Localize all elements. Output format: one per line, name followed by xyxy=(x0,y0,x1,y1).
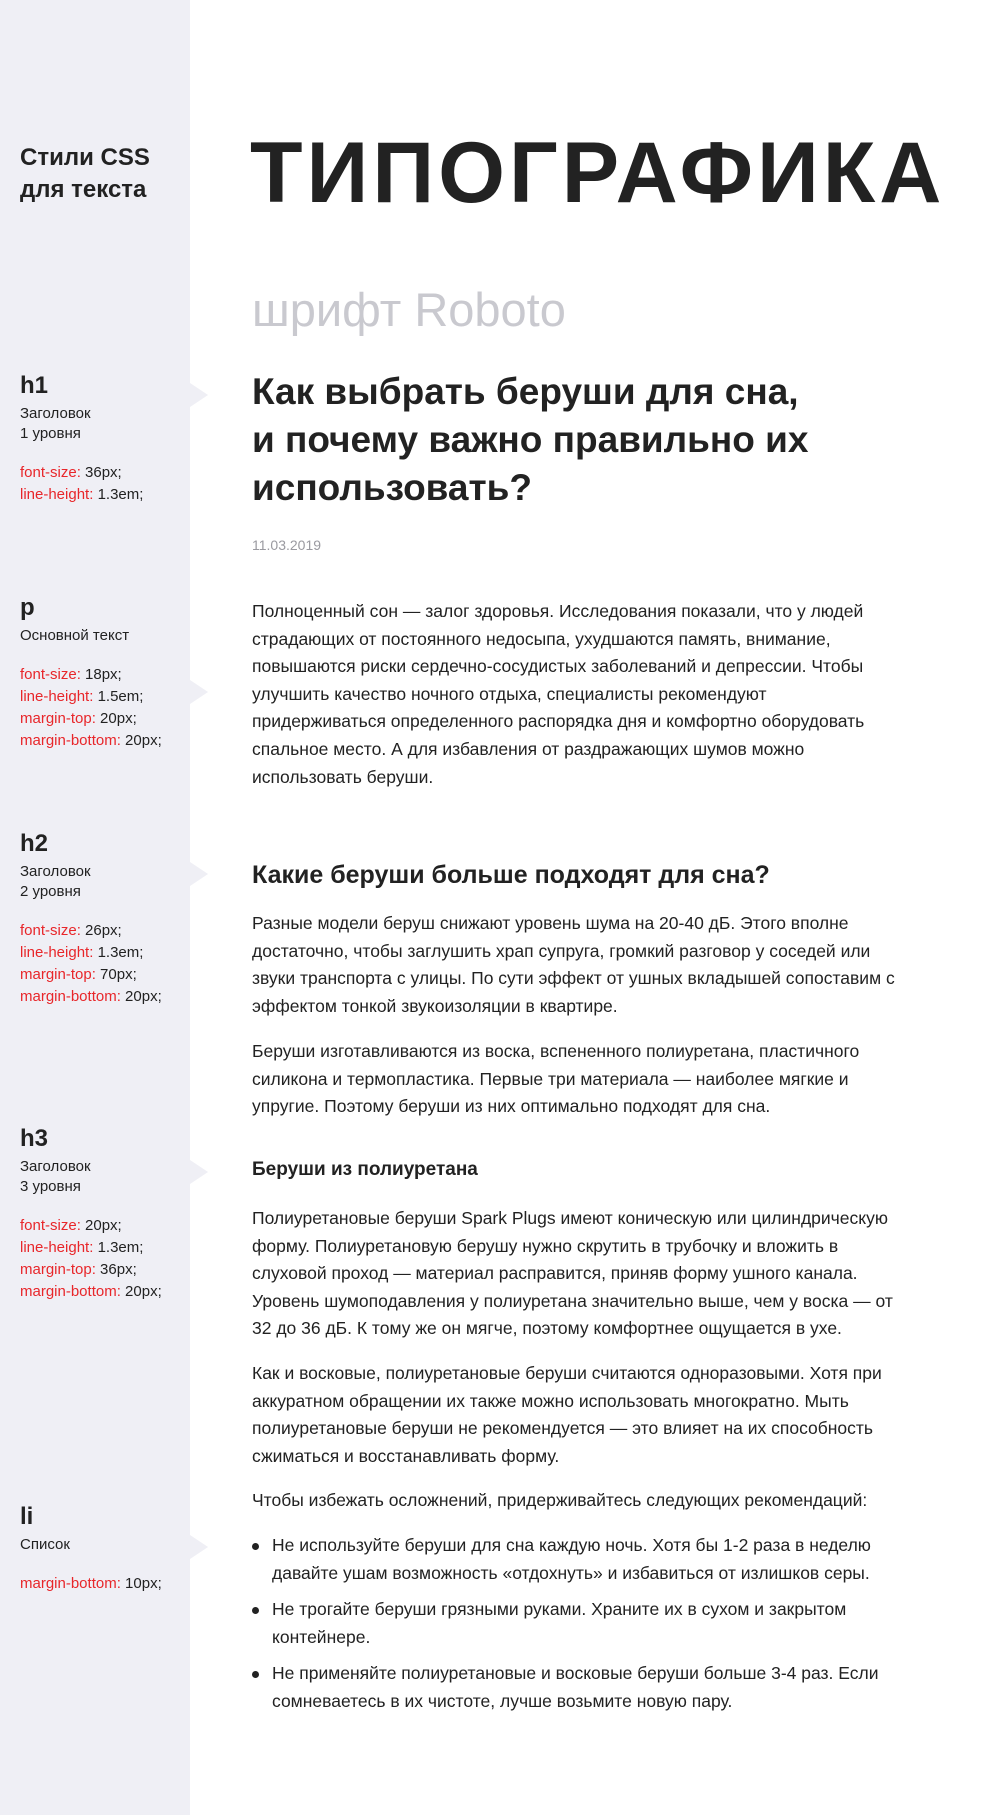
text-line: использовать беруши. xyxy=(252,766,434,787)
article-heading-1 xyxy=(252,368,952,512)
bullet-icon xyxy=(252,1607,259,1614)
spec-property xyxy=(20,964,188,986)
spec-property xyxy=(20,1281,188,1303)
property-name: line-height: xyxy=(20,944,94,961)
property-value: 1.3em; xyxy=(97,1239,144,1256)
list-item xyxy=(252,1596,952,1651)
paragraph xyxy=(252,910,952,1020)
text-line: Уровень шумоподавления у полиуретана значительно выше, чем у воска — от xyxy=(252,1290,893,1311)
spec-property xyxy=(20,686,188,708)
property-value: 20px; xyxy=(125,1283,162,1300)
property-value: 26px; xyxy=(85,922,122,939)
spec-description-line: 3 уровня xyxy=(20,1178,81,1195)
spec-description xyxy=(20,404,188,444)
text-line: Полноценный сон — залог здоровья. Исследования показали, что у людей xyxy=(252,601,864,621)
spec-description xyxy=(20,862,188,902)
article-date: 11.03.2019 xyxy=(252,537,322,553)
property-value: 36px; xyxy=(85,464,122,481)
spec-property xyxy=(20,1237,188,1259)
spec-description-line: Заголовок xyxy=(20,1158,91,1175)
spec-p xyxy=(20,594,188,752)
spec-tag: h3 xyxy=(20,1125,49,1152)
spec-tag: p xyxy=(20,594,35,621)
text-line: Не применяйте полиуретановые и восковые беруши больше 3-4 раз. Если xyxy=(272,1663,879,1684)
text-line: улучшить качество ночного отдыха, специалисты рекомендуют xyxy=(252,683,767,704)
spec-property xyxy=(20,730,188,752)
paragraph xyxy=(252,1038,952,1121)
spec-property xyxy=(20,484,188,506)
sidebar-title-line: Стили CSS xyxy=(20,144,150,171)
property-value: 1.5em; xyxy=(97,688,144,705)
text-line: Полиуретановые беруши Spark Plugs имеют коническую или цилиндрическую xyxy=(252,1208,888,1228)
spec-property xyxy=(20,1573,188,1595)
property-value: 20px; xyxy=(125,732,162,749)
spec-h3 xyxy=(20,1125,188,1303)
text-line: Не трогайте беруши грязными руками. Храните их в сухом и закрытом xyxy=(272,1599,847,1620)
spec-description-line: Заголовок xyxy=(20,405,91,422)
bullet-icon xyxy=(252,1543,259,1550)
property-value: 18px; xyxy=(85,666,122,683)
property-value: 20px; xyxy=(85,1217,122,1234)
spec-description-line: 2 уровня xyxy=(20,883,81,900)
spec-description-line: Заголовок xyxy=(20,863,91,880)
property-name: margin-bottom: xyxy=(20,988,121,1005)
spec-tag: li xyxy=(20,1503,34,1530)
spec-tag: h1 xyxy=(20,372,49,399)
text-line: повышаются риски сердечно-сосудистых заболеваний и депрессии. Чтобы xyxy=(252,656,864,677)
spec-description-line: Основной текст xyxy=(20,627,130,644)
spec-property xyxy=(20,708,188,730)
property-name: line-height: xyxy=(20,688,94,705)
article-heading-2: Какие беруши больше подходят для сна? xyxy=(252,861,770,889)
sidebar xyxy=(0,0,190,1815)
text-line: упругие. Поэтому беруши из них оптимально подходят для сна. xyxy=(252,1096,771,1117)
paragraph xyxy=(252,1205,952,1343)
spec-h1 xyxy=(20,372,188,506)
property-value: 20px; xyxy=(100,710,137,727)
text-line: Как и восковые, полиуретановые беруши считаются одноразовыми. Хотя при xyxy=(252,1363,882,1383)
spec-description-line: Список xyxy=(20,1536,70,1553)
sidebar-title xyxy=(20,142,150,206)
spec-description-line: 1 уровня xyxy=(20,425,81,442)
property-name: margin-top: xyxy=(20,710,96,727)
text-line: Разные модели беруш снижают уровень шума на 20-40 дБ. Этого вполне xyxy=(252,913,849,933)
text-line: 32 до 36 дБ. К тому же он мягче, поэтому комфортнее ощущается в ухе. xyxy=(252,1318,842,1339)
intro-paragraph xyxy=(252,598,952,791)
text-line: аккуратном обращении их также можно использовать многократно. Мыть xyxy=(252,1390,849,1411)
bullet-icon xyxy=(252,1671,259,1678)
text-line: форму. Полиуретановую берушу нужно скрутить в трубочку и вложить в xyxy=(252,1235,839,1256)
text-line: придерживаться определенного распорядка дня и комфортно оборудовать xyxy=(252,711,865,732)
text-line: достаточно, чтобы заглушить храп супруга, громкий разговор у соседей или xyxy=(252,940,871,961)
text-line: страдающих от постоянного недосыпа, ухудшаются память, внимание, xyxy=(252,628,831,649)
heading-line: использовать? xyxy=(252,467,532,508)
text-line: слуховой проход — материал расправится, приняв форму ушного канала. xyxy=(252,1263,858,1284)
property-name: font-size: xyxy=(20,922,81,939)
list-item xyxy=(252,1532,952,1587)
property-name: margin-top: xyxy=(20,966,96,983)
list-item xyxy=(252,1660,952,1715)
spec-property xyxy=(20,664,188,686)
text-line: Чтобы избежать осложнений, придерживайтесь следующих рекомендаций: xyxy=(252,1490,868,1510)
property-name: margin-bottom: xyxy=(20,1575,121,1592)
sidebar-title-line: для текста xyxy=(20,176,147,203)
property-name: font-size: xyxy=(20,666,81,683)
paragraph xyxy=(252,1487,952,1515)
spec-property xyxy=(20,1215,188,1237)
property-value: 1.3em; xyxy=(97,486,144,503)
property-name: font-size: xyxy=(20,1217,81,1234)
text-line: Не используйте беруши для сна каждую ночь. Хотя бы 1-2 раза в неделю xyxy=(272,1535,871,1555)
property-name: margin-bottom: xyxy=(20,1283,121,1300)
text-line: сжиматься и восстанавливать форму. xyxy=(252,1445,560,1466)
pointer-arrow-h3 xyxy=(190,1160,208,1184)
property-name: line-height: xyxy=(20,486,94,503)
text-line: полиуретановые беруши не рекомендуется — это влияет на их способность xyxy=(252,1418,874,1439)
spec-property xyxy=(20,920,188,942)
spec-property xyxy=(20,462,188,484)
article-heading-3: Беруши из полиуретана xyxy=(252,1159,478,1180)
property-value: 10px; xyxy=(125,1575,162,1592)
spec-description xyxy=(20,1535,188,1555)
property-value: 70px; xyxy=(100,966,137,983)
font-label: шрифт Roboto xyxy=(252,283,566,336)
property-name: margin-top: xyxy=(20,1261,96,1278)
pointer-arrow-h1 xyxy=(190,383,208,407)
text-line: спальное место. А для избавления от раздражающих шумов можно xyxy=(252,738,805,759)
text-line: эффектом тонкой звукоизоляции в квартире. xyxy=(252,995,618,1016)
property-value: 36px; xyxy=(100,1261,137,1278)
pointer-arrow-li xyxy=(190,1535,208,1559)
page-title: ТИПОГРАФИКА xyxy=(250,125,946,221)
spec-property xyxy=(20,1259,188,1281)
pointer-arrow-p xyxy=(190,680,208,704)
spec-property xyxy=(20,942,188,964)
text-line: силикона и термопластика. Первые три материала — наиболее мягкие и xyxy=(252,1068,849,1089)
property-value: 20px; xyxy=(125,988,162,1005)
pointer-arrow-h2 xyxy=(190,862,208,886)
property-name: margin-bottom: xyxy=(20,732,121,749)
property-name: font-size: xyxy=(20,464,81,481)
recommendations-list xyxy=(252,1532,952,1725)
heading-line: Как выбрать беруши для сна, xyxy=(252,371,799,412)
spec-description xyxy=(20,626,188,646)
property-name: line-height: xyxy=(20,1239,94,1256)
spec-h2 xyxy=(20,830,188,1008)
heading-line: и почему важно правильно их xyxy=(252,419,809,460)
spec-li xyxy=(20,1503,188,1595)
text-line: давайте ушам возможность «отдохнуть» и избавиться от излишков серы. xyxy=(272,1562,870,1583)
text-line: звуки транспорта с улицы. По сути эффект от ушных вкладышей сопоставим с xyxy=(252,968,895,989)
spec-tag: h2 xyxy=(20,830,49,857)
text-line: контейнере. xyxy=(272,1626,371,1647)
spec-description xyxy=(20,1157,188,1197)
spec-property xyxy=(20,986,188,1008)
text-line: Беруши изготавливаются из воска, вспененного полиуретана, пластичного xyxy=(252,1041,860,1061)
paragraph xyxy=(252,1360,952,1470)
property-value: 1.3em; xyxy=(97,944,144,961)
text-line: сомневаетесь в их чистоте, лучше возьмите новую пару. xyxy=(272,1690,733,1711)
